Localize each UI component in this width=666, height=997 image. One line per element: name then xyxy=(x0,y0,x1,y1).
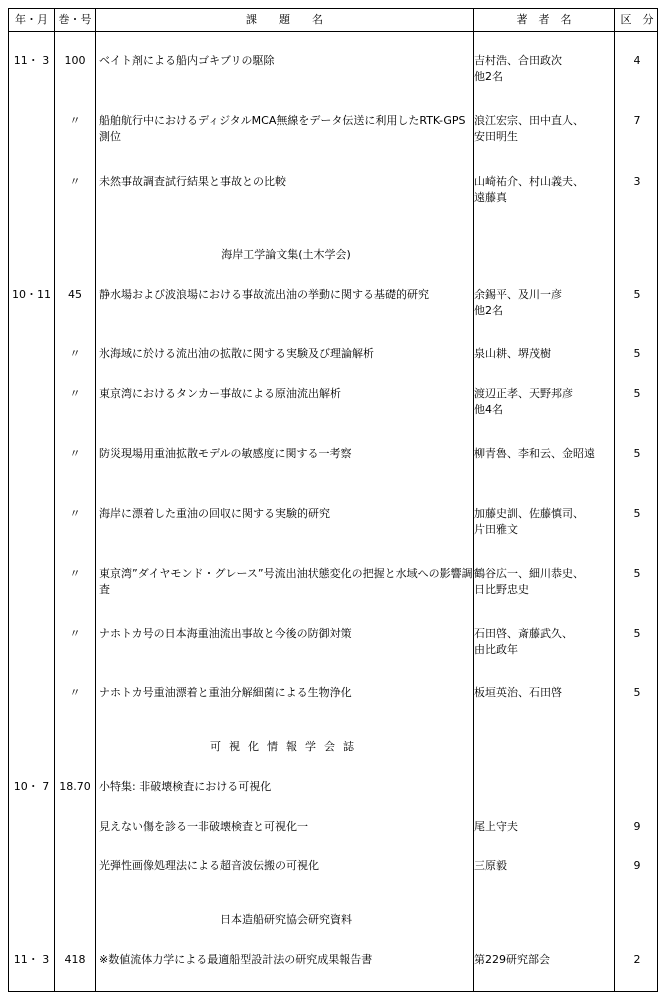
row-volume: 〃 xyxy=(69,175,81,188)
row-authors: 泉山耕、堺茂樹 xyxy=(474,347,551,360)
publication-table xyxy=(8,8,658,992)
row-title: 東京湾”ダイヤモンド・グレース”号流出油状態変化の把握と水域への影響調査 xyxy=(99,567,473,596)
row-title: 東京湾におけるタンカー事故による原油流出解析 xyxy=(99,387,341,400)
row-authors: 加藤史訓、佐藤慎司、 片田雅文 xyxy=(474,507,584,536)
row-class: 5 xyxy=(633,686,641,699)
header-authors: 著 者 名 xyxy=(516,13,572,26)
header-title: 課 題 名 xyxy=(246,13,323,26)
row-class: 5 xyxy=(633,447,641,460)
row-volume: 〃 xyxy=(69,627,81,640)
row-volume: 〃 xyxy=(69,387,81,400)
row-title: 光弾性画像処理法による超音波伝搬の可視化 xyxy=(99,859,319,872)
row-class: 5 xyxy=(633,507,641,520)
column-divider xyxy=(95,9,96,991)
row-title: 海岸に漂着した重油の回収に関する実験的研究 xyxy=(99,507,330,520)
row-date: 10・ 7 xyxy=(13,780,50,793)
row-authors: 石田啓、斎藤武久、 由比政年 xyxy=(474,627,573,656)
row-volume: 〃 xyxy=(69,114,81,127)
row-title: 未然事故調査試行結果と事故との比較 xyxy=(99,175,286,188)
row-title: 船舶航行中におけるディジタルMCA無線をデータ伝送に利用したRTK-GPS測位 xyxy=(99,114,466,143)
row-title: 見えない傷を診る一非破壊検査と可視化一 xyxy=(99,820,308,833)
row-authors: 板垣英治、石田啓 xyxy=(474,686,562,699)
row-title: ナホトカ号の日本海重油流出事故と今後の防御対策 xyxy=(99,627,352,640)
row-class: 2 xyxy=(633,953,641,966)
row-class: 3 xyxy=(633,175,641,188)
row-authors: 三原毅 xyxy=(474,859,507,872)
row-authors: 山崎祐介、村山義夫、 遠藤真 xyxy=(474,175,584,204)
row-volume: 〃 xyxy=(69,447,81,460)
header-divider xyxy=(9,31,657,32)
row-authors: 第229研究部会 xyxy=(474,953,550,966)
row-authors: 尾上守夫 xyxy=(474,820,518,833)
row-volume: 〃 xyxy=(69,347,81,360)
row-authors: 余錫平、及川一彦 他2名 xyxy=(474,288,562,317)
row-class: 5 xyxy=(633,627,641,640)
header-date: 年・月 xyxy=(15,13,48,26)
row-date: 11・ 3 xyxy=(13,953,50,966)
row-class: 9 xyxy=(633,820,641,833)
row-class: 9 xyxy=(633,859,641,872)
section-heading: 可視化情報学会誌 xyxy=(210,740,362,753)
row-date: 11・ 3 xyxy=(13,54,50,67)
row-authors: 柳青魯、李和云、金昭遠 xyxy=(474,447,595,460)
row-class: 5 xyxy=(633,347,641,360)
row-volume: 〃 xyxy=(69,507,81,520)
section-heading: 日本造船研究協会研究資料 xyxy=(220,913,352,926)
column-divider xyxy=(54,9,55,991)
row-volume: 〃 xyxy=(69,567,81,580)
row-date: 10・11 xyxy=(12,288,51,301)
row-title: ナホトカ号重油漂着と重油分解細菌による生物浄化 xyxy=(99,686,352,699)
row-authors: 浪江宏宗、田中直人、 安田明生 xyxy=(474,114,584,143)
row-title: ベイト剤による船内ゴキブリの駆除 xyxy=(99,54,275,67)
row-class: 5 xyxy=(633,567,641,580)
row-authors: 渡辺正孝、天野邦彦 他4名 xyxy=(474,387,573,416)
row-authors: 吉村浩、合田政次 他2名 xyxy=(474,54,562,83)
row-class: 7 xyxy=(633,114,641,127)
column-divider xyxy=(473,9,474,991)
header-class: 区 分 xyxy=(620,13,654,26)
row-authors: 鶴谷広一、細川恭史、 日比野忠史 xyxy=(474,567,584,596)
row-title: 氷海域に於ける流出油の拡散に関する実験及び理論解析 xyxy=(99,347,374,360)
section-heading: 海岸工学論文集(土木学会) xyxy=(221,248,351,261)
row-volume: 45 xyxy=(68,288,82,301)
header-volume: 巻・号 xyxy=(58,13,92,26)
row-class: 4 xyxy=(633,54,641,67)
column-divider xyxy=(614,9,615,991)
row-class: 5 xyxy=(633,387,641,400)
row-volume: 418 xyxy=(64,953,86,966)
row-title: 小特集: 非破壊検査における可視化 xyxy=(99,780,272,793)
row-title: 防災現場用重油拡散モデルの敏感度に関する一考察 xyxy=(99,447,352,460)
row-title: ※数値流体力学による最適船型設計法の研究成果報告書 xyxy=(99,953,373,966)
row-volume: 18.70 xyxy=(59,780,91,793)
row-title: 静水場および波浪場における事故流出油の挙動に関する基礎的研究 xyxy=(99,288,429,301)
row-volume: 100 xyxy=(64,54,86,67)
row-volume: 〃 xyxy=(69,686,81,699)
row-class: 5 xyxy=(633,288,641,301)
